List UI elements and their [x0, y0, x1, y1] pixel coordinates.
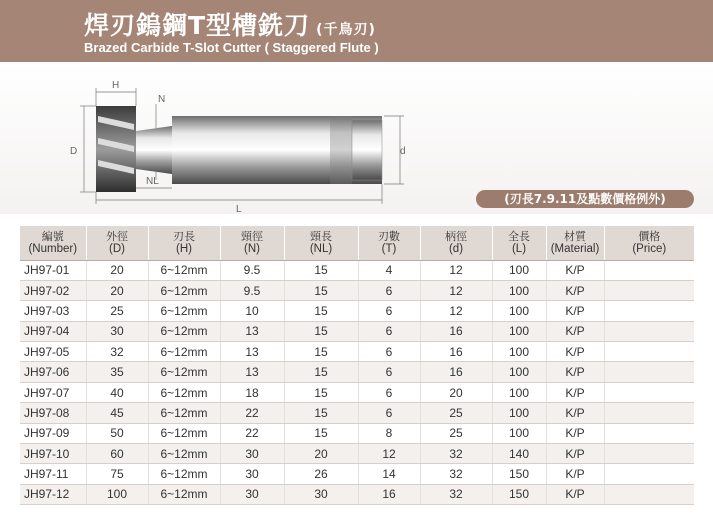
cell-overall-length: 100	[492, 342, 546, 362]
cell-overall-length: 100	[492, 260, 546, 280]
cell-outer-diameter: 60	[86, 444, 148, 464]
header-shank-diameter: 柄徑 (d)	[420, 226, 492, 260]
cell-outer-diameter: 20	[86, 280, 148, 300]
cell-number: JH97-11	[20, 464, 86, 484]
cell-teeth: 6	[358, 280, 420, 300]
cell-price	[604, 484, 694, 504]
cell-teeth: 6	[358, 301, 420, 321]
label-d-shank: d	[400, 146, 406, 157]
cell-overall-length: 150	[492, 484, 546, 504]
label-d-outer: D	[70, 146, 78, 157]
cell-shank-diameter: 16	[420, 321, 492, 341]
cell-neck-diameter: 18	[220, 382, 284, 402]
label-nl: NL	[146, 176, 159, 187]
header-outer-diameter: 外徑 (D)	[86, 226, 148, 260]
cell-blade-length: 6~12mm	[148, 321, 220, 341]
cell-blade-length: 6~12mm	[148, 301, 220, 321]
table-row	[20, 321, 694, 341]
cell-neck-length: 15	[284, 260, 358, 280]
cell-neck-diameter: 10	[220, 301, 284, 321]
cell-neck-length: 15	[284, 423, 358, 443]
table-header-row	[20, 226, 694, 260]
cell-price	[604, 280, 694, 300]
cell-blade-length: 6~12mm	[148, 464, 220, 484]
table-row	[20, 423, 694, 443]
cell-neck-length: 15	[284, 403, 358, 423]
cell-price	[604, 301, 694, 321]
cell-overall-length: 140	[492, 444, 546, 464]
cell-outer-diameter: 30	[86, 321, 148, 341]
cell-neck-diameter: 30	[220, 464, 284, 484]
cell-number: JH97-06	[20, 362, 86, 382]
cell-material: K/P	[546, 362, 604, 382]
cell-blade-length: 6~12mm	[148, 382, 220, 402]
cell-overall-length: 100	[492, 403, 546, 423]
cell-price	[604, 382, 694, 402]
cell-neck-diameter: 9.5	[220, 260, 284, 280]
cell-material: K/P	[546, 280, 604, 300]
cell-number: JH97-10	[20, 444, 86, 464]
header-neck-length: 頸長 (NL)	[284, 226, 358, 260]
header-blade-length: 刃長 (H)	[148, 226, 220, 260]
cell-material: K/P	[546, 321, 604, 341]
table-row	[20, 301, 694, 321]
cell-blade-length: 6~12mm	[148, 444, 220, 464]
cell-outer-diameter: 40	[86, 382, 148, 402]
cell-price	[604, 403, 694, 423]
cell-neck-length: 15	[284, 280, 358, 300]
title-zh: 焊刃鎢鋼T型槽銑刀	[84, 11, 311, 40]
cell-neck-length: 30	[284, 484, 358, 504]
cell-shank-diameter: 32	[420, 444, 492, 464]
cell-shank-diameter: 25	[420, 423, 492, 443]
cell-outer-diameter: 75	[86, 464, 148, 484]
cell-overall-length: 150	[492, 464, 546, 484]
cell-teeth: 16	[358, 484, 420, 504]
cell-neck-length: 15	[284, 382, 358, 402]
cell-overall-length: 100	[492, 321, 546, 341]
cell-overall-length: 100	[492, 382, 546, 402]
table-row	[20, 260, 694, 280]
cell-number: JH97-03	[20, 301, 86, 321]
cell-teeth: 6	[358, 321, 420, 341]
label-h: H	[112, 80, 120, 91]
cell-outer-diameter: 45	[86, 403, 148, 423]
cell-neck-diameter: 9.5	[220, 280, 284, 300]
cell-outer-diameter: 20	[86, 260, 148, 280]
cell-overall-length: 100	[492, 423, 546, 443]
shank-end	[352, 120, 382, 180]
cell-price	[604, 342, 694, 362]
cell-neck-diameter: 13	[220, 342, 284, 362]
cell-blade-length: 6~12mm	[148, 342, 220, 362]
exception-note: (刃長7.9.11及點數價格例外)	[476, 190, 694, 208]
cell-material: K/P	[546, 423, 604, 443]
header-price: 價格 (Price)	[604, 226, 694, 260]
cell-neck-diameter: 30	[220, 484, 284, 504]
cell-overall-length: 100	[492, 280, 546, 300]
header-neck-diameter: 頸徑 (N)	[220, 226, 284, 260]
table-row	[20, 464, 694, 484]
cell-neck-length: 20	[284, 444, 358, 464]
cell-blade-length: 6~12mm	[148, 423, 220, 443]
cell-teeth: 6	[358, 403, 420, 423]
cell-price	[604, 444, 694, 464]
cell-outer-diameter: 32	[86, 342, 148, 362]
cell-number: JH97-08	[20, 403, 86, 423]
cell-outer-diameter: 100	[86, 484, 148, 504]
cell-number: JH97-02	[20, 280, 86, 300]
cell-neck-diameter: 13	[220, 321, 284, 341]
cell-material: K/P	[546, 301, 604, 321]
title-banner	[0, 0, 713, 62]
cell-neck-diameter: 13	[220, 362, 284, 382]
table-row	[20, 382, 694, 402]
cell-number: JH97-04	[20, 321, 86, 341]
cell-blade-length: 6~12mm	[148, 484, 220, 504]
cell-shank-diameter: 16	[420, 342, 492, 362]
cell-material: K/P	[546, 342, 604, 362]
cell-price	[604, 321, 694, 341]
cell-teeth: 6	[358, 342, 420, 362]
spec-table	[20, 226, 694, 505]
header-overall-length: 全長 (L)	[492, 226, 546, 260]
cell-outer-diameter: 50	[86, 423, 148, 443]
cell-price	[604, 260, 694, 280]
table-row	[20, 362, 694, 382]
header-material: 材質 (Material)	[546, 226, 604, 260]
cell-neck-diameter: 30	[220, 444, 284, 464]
cell-price	[604, 362, 694, 382]
cell-blade-length: 6~12mm	[148, 280, 220, 300]
cell-number: JH97-12	[20, 484, 86, 504]
header-teeth: 刃數 (T)	[358, 226, 420, 260]
table-row	[20, 342, 694, 362]
title-zh-sub: (千鳥刃)	[316, 22, 376, 38]
table-row	[20, 484, 694, 504]
label-n: N	[158, 94, 166, 105]
cell-number: JH97-01	[20, 260, 86, 280]
page-title-english: Brazed Carbide T-Slot Cutter ( Staggered Flute )	[84, 40, 379, 55]
label-l: L	[236, 204, 242, 215]
cell-price	[604, 464, 694, 484]
cell-neck-length: 15	[284, 362, 358, 382]
cell-neck-length: 15	[284, 342, 358, 362]
cell-material: K/P	[546, 403, 604, 423]
cell-blade-length: 6~12mm	[148, 260, 220, 280]
cutter-neck	[136, 126, 172, 174]
cell-neck-diameter: 22	[220, 403, 284, 423]
cell-shank-diameter: 12	[420, 280, 492, 300]
cell-material: K/P	[546, 382, 604, 402]
cell-outer-diameter: 35	[86, 362, 148, 382]
cell-teeth: 6	[358, 362, 420, 382]
cell-shank-diameter: 32	[420, 464, 492, 484]
cell-number: JH97-05	[20, 342, 86, 362]
cell-outer-diameter: 25	[86, 301, 148, 321]
cell-shank-diameter: 12	[420, 301, 492, 321]
cell-shank-diameter: 12	[420, 260, 492, 280]
cell-shank-diameter: 16	[420, 362, 492, 382]
cell-blade-length: 6~12mm	[148, 362, 220, 382]
cell-neck-diameter: 22	[220, 423, 284, 443]
cell-shank-diameter: 25	[420, 403, 492, 423]
cell-teeth: 6	[358, 382, 420, 402]
cell-shank-diameter: 20	[420, 382, 492, 402]
shank-flat	[330, 116, 352, 184]
table-row	[20, 403, 694, 423]
cell-number: JH97-09	[20, 423, 86, 443]
cell-number: JH97-07	[20, 382, 86, 402]
cell-price	[604, 423, 694, 443]
cell-material: K/P	[546, 260, 604, 280]
cell-teeth: 4	[358, 260, 420, 280]
cell-overall-length: 100	[492, 362, 546, 382]
cell-teeth: 8	[358, 423, 420, 443]
cell-material: K/P	[546, 464, 604, 484]
cell-teeth: 12	[358, 444, 420, 464]
cell-shank-diameter: 32	[420, 484, 492, 504]
cell-material: K/P	[546, 444, 604, 464]
cell-teeth: 14	[358, 464, 420, 484]
table-row	[20, 280, 694, 300]
page-title	[84, 6, 376, 42]
cell-neck-length: 26	[284, 464, 358, 484]
header-number: 編號 (Number)	[20, 226, 86, 260]
cell-neck-length: 15	[284, 321, 358, 341]
t-slot-cutter-diagram	[60, 76, 420, 216]
cell-overall-length: 100	[492, 301, 546, 321]
cell-material: K/P	[546, 484, 604, 504]
cell-blade-length: 6~12mm	[148, 403, 220, 423]
cell-neck-length: 15	[284, 301, 358, 321]
table-row	[20, 444, 694, 464]
